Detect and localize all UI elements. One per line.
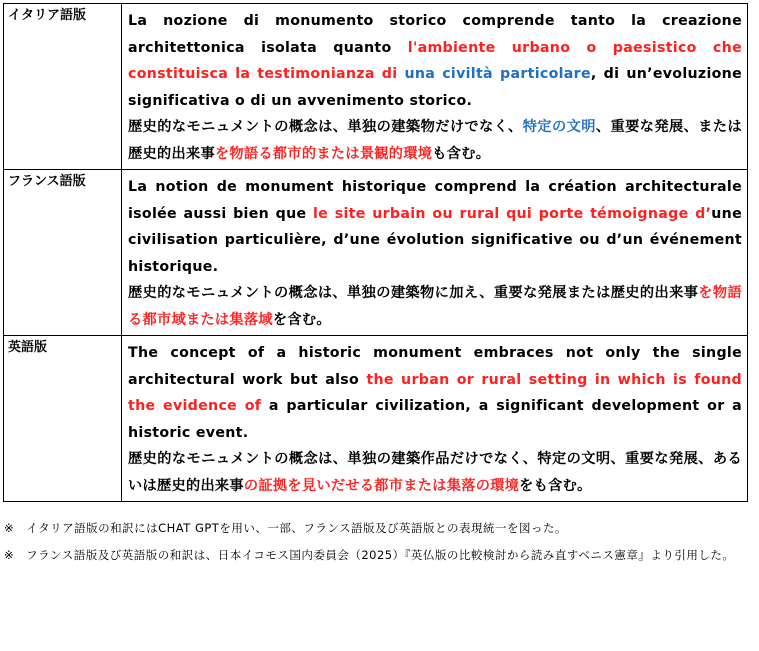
highlight-blue: una civiltà particolare <box>404 66 591 82</box>
row-label: フランス語版 <box>4 170 122 336</box>
footnotes <box>4 515 754 569</box>
row-content <box>122 4 748 170</box>
text-segment: も含む。 <box>432 145 491 162</box>
text-segment: を含む。 <box>272 311 331 328</box>
row-label: 英語版 <box>4 336 122 502</box>
highlight-red: le site urbain ou rural qui porte témoignage d’ <box>313 205 712 222</box>
text-segment: 歴史的なモニュメントの概念は、単独の建築物だけでなく、 <box>128 119 523 135</box>
text-segment: 歴史的なモニュメントの概念は、単独の建築作品だけでなく、特定の文明、重要な発展、あるいは歴史的出来事 <box>128 451 742 494</box>
highlight-red: を物語る都市的または景観的環境 <box>214 145 433 162</box>
japanese-translation <box>128 280 742 333</box>
text-segment: a particular civilization, a significant development or a historic event. <box>128 398 742 441</box>
text-segment: をも含む。 <box>519 477 592 494</box>
row-label: イタリア語版 <box>4 4 122 170</box>
japanese-translation <box>128 446 742 499</box>
highlight-red: の証拠を見いだせる都市または集落の環境 <box>243 477 520 494</box>
table-row-english <box>4 336 748 502</box>
highlight-red: l'ambiente urbano o paesistico che constituisca la testimonianza di <box>128 39 742 82</box>
table-row-french <box>4 170 748 336</box>
footnote: ※ フランス語版及び英語版の和訳は、日本イコモス国内委員会（2025）『英仏版の比較検討から読み直すベニス憲章』より引用した。 <box>4 548 735 562</box>
text-segment: 歴史的なモニュメントの概念は、単独の建築物に加え、重要な発展または歴史的出来事 <box>128 285 699 301</box>
row-content <box>122 170 748 336</box>
text-segment: La nozione di monumento storico comprende tanto la creazione architettonica isolata quanto <box>128 13 742 56</box>
original-text <box>128 174 742 280</box>
text-segment: The concept of a historic monument embraces not only the single architectural work but also <box>128 345 742 388</box>
japanese-translation <box>128 114 742 167</box>
table-row-italian <box>4 4 748 170</box>
text-segment: 、重要な発展、または歴史的出来事 <box>128 119 742 162</box>
text-segment: , di un’evoluzione significativa o di un avvenimento storico. <box>128 66 742 109</box>
text-segment: une civilisation particulière, d’une évolution significative ou d’un événement historique. <box>128 205 742 275</box>
original-text <box>128 8 742 114</box>
comparison-table <box>3 3 748 502</box>
footnote: ※ イタリア語版の和訳にはCHAT GPTを用い、一部、フランス語版及び英語版との表現統一を図った。 <box>4 521 567 535</box>
highlight-red: を物語る都市域または集落域 <box>128 285 742 328</box>
text-segment: La notion de monument historique comprend la création architecturale isolée aussi bien que <box>128 179 742 222</box>
highlight-blue: 特定の文明 <box>522 119 596 135</box>
highlight-red: the urban or rural setting in which is found the evidence of <box>128 371 742 414</box>
row-content <box>122 336 748 502</box>
original-text <box>128 340 742 446</box>
